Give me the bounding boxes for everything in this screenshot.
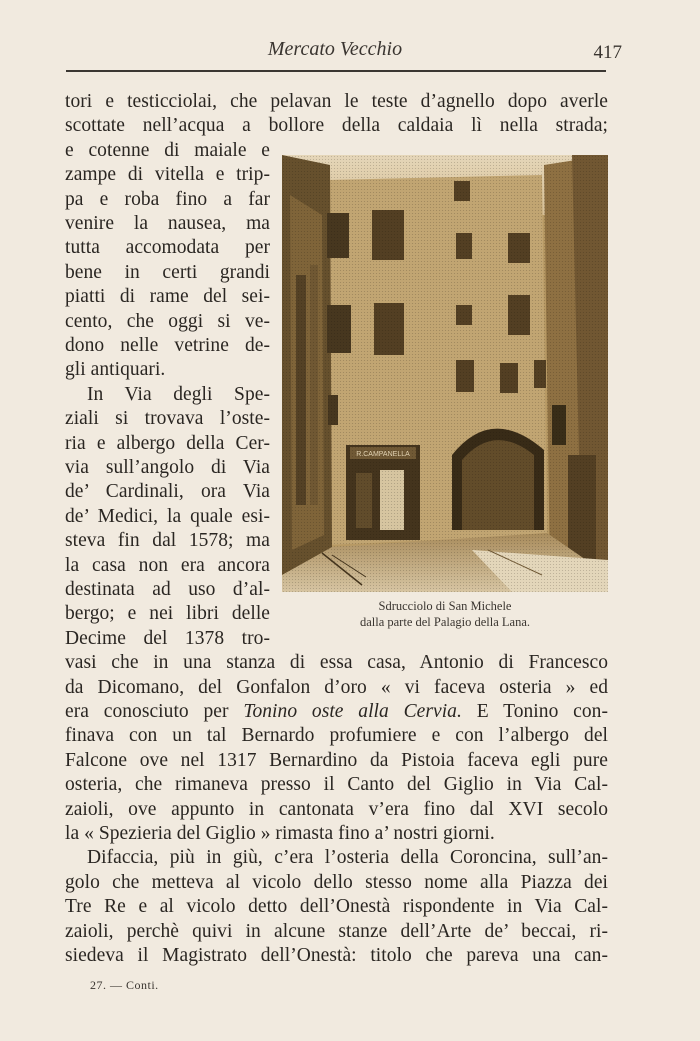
text-line: Tre Re e al vicolo detto dell’Onestà rispondente in Via Cal- (65, 896, 608, 917)
text-line: venire la nausea, ma (65, 213, 270, 234)
text-line: destinata ad uso d’al- (65, 579, 270, 600)
paragraph-start-line: Difaccia, più in giù, c’era l’osteria della Coroncina, sull’an- (87, 847, 608, 868)
text-run: era conosciuto per (65, 701, 244, 722)
italic-text: Tonino oste alla Cervia. (243, 701, 462, 722)
text-line: pa e roba fino a far (65, 189, 270, 210)
text-line: via sull’angolo di Via (65, 457, 270, 478)
signature-mark: 27. — Conti. (90, 978, 159, 992)
text-run: E Tonino con- (461, 701, 608, 722)
text-line: piatti di rame del sei- (65, 286, 270, 307)
text-line: scottate nell’acqua a bollore della caldaia lì nella strada; (65, 115, 608, 136)
text-line: da Dicomano, del Gonfalon d’oro « vi faceva osteria » ed (65, 677, 608, 698)
text-line: cento, che oggi si ve- (65, 311, 270, 332)
text-line: de’ Medici, la quale esi- (65, 506, 270, 527)
text-line: ziali si trovava l’oste- (65, 408, 270, 429)
text-line: bene in certi grandi (65, 262, 270, 283)
text-line: ria e albergo della Cer- (65, 433, 270, 454)
text-line (65, 700, 608, 724)
text-line: bergo; e nei libri delle (65, 603, 270, 624)
text-line: de’ Cardinali, ora Via (65, 481, 270, 502)
text-line: zaioli, ove appunto in cantonata v’era fino dal XVI secolo (65, 799, 608, 820)
paragraph-start-line: In Via degli Spe- (87, 384, 270, 405)
text-line: osteria, che rimaneva presso il Canto del Giglio in Via Cal- (65, 774, 608, 795)
text-line: siedeva il Magistrato dell’Onestà: titolo che pareva una can- (65, 945, 608, 966)
text-line: zampe di vitella e trip- (65, 164, 270, 185)
text-line: steva fin dal 1578; ma (65, 530, 270, 551)
header-rule (66, 70, 606, 72)
text-line: la « Spezieria del Giglio » rimasta fino a’ nostri giorni. (65, 823, 495, 844)
text-line: vasi che in una stanza di essa casa, Antonio di Francesco (65, 652, 608, 673)
street-photograph (282, 155, 608, 592)
running-head: Mercato Vecchio (267, 38, 403, 60)
text-line: tori e testicciolai, che pelavan le teste d’agnello dopo averle (65, 91, 608, 112)
text-line: Falcone ove nel 1317 Bernardino da Pistoia faceva egli pure (65, 750, 608, 771)
text-line: la casa non era ancora (65, 555, 270, 576)
text-line: gli antiquari. (65, 359, 166, 380)
page-number: 417 (593, 42, 622, 63)
figure-caption: dalla parte del Palagio della Lana. (359, 615, 531, 629)
text-line: e cotenne di maiale e (65, 140, 270, 161)
text-line: Decime del 1378 tro- (65, 628, 270, 649)
text-line: finava con un tal Bernardo profumiere e con l’albergo del (65, 725, 608, 746)
text-line: dono nelle vetrine de- (65, 335, 270, 356)
text-line: golo che metteva al vicolo dello stesso nome alla Piazza dei (65, 872, 608, 893)
figure-caption: Sdrucciolo di San Michele (378, 599, 512, 613)
text-line: tutta accomodata per (65, 237, 270, 258)
text-line: zaioli, perchè quivi in alcune stanze dell’Arte de’ beccai, ri- (65, 921, 608, 942)
